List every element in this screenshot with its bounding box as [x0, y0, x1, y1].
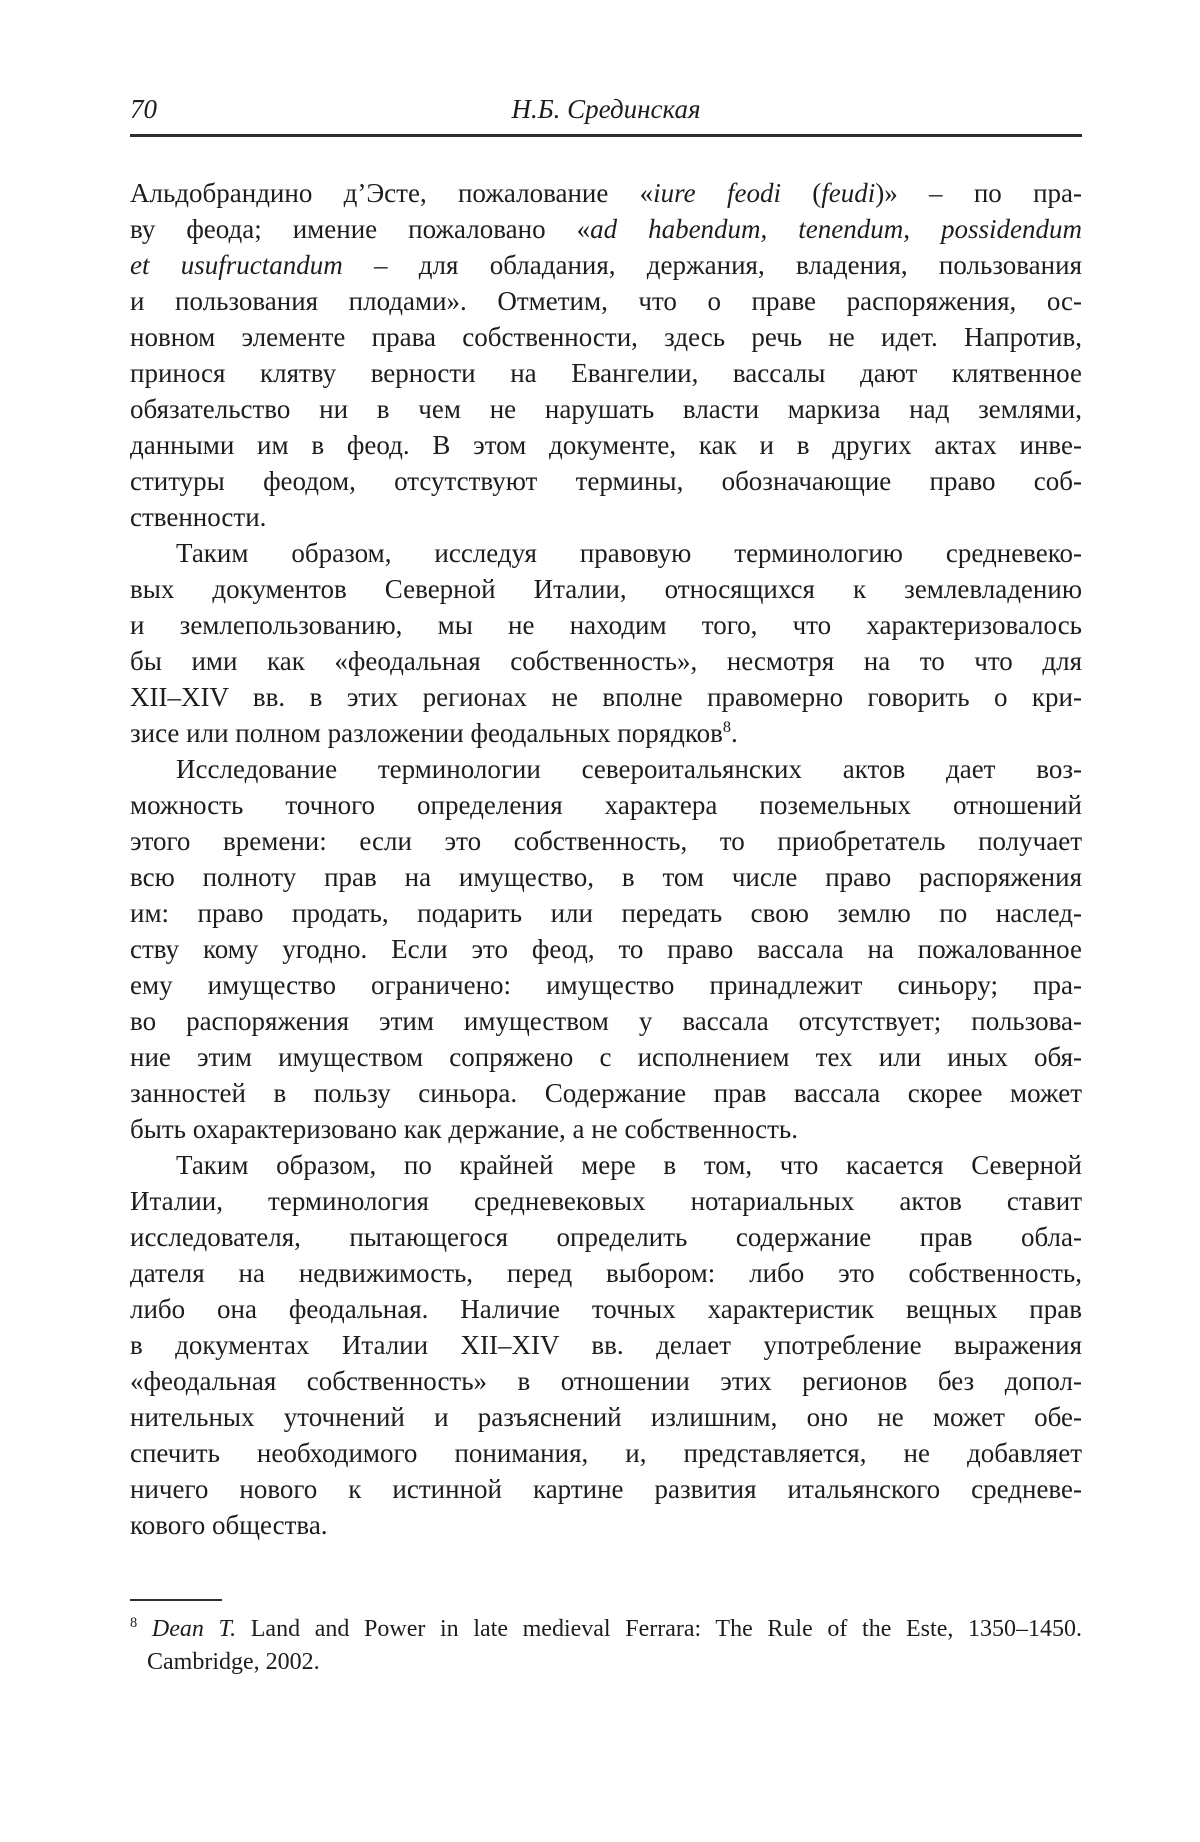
- text-run: feudi: [821, 178, 876, 208]
- text-run: ву феода; имение пожаловано «: [130, 214, 591, 244]
- text-run: и пользования плодами». Отметим, что о праве распоряжения, ос-: [130, 286, 1082, 316]
- text-run: 8: [722, 718, 731, 736]
- text-run: .: [730, 718, 738, 748]
- text-line: [130, 679, 1082, 715]
- text-line: [130, 535, 1082, 571]
- text-run: во распоряжения этим имуществом у вассала отсутствует; пользова-: [130, 1006, 1082, 1036]
- text-run: либо она феодальная. Наличие точных характеристик вещных прав: [130, 1294, 1082, 1324]
- text-line: [130, 319, 1082, 355]
- text-run: 8: [130, 1615, 138, 1631]
- text-line: [130, 607, 1082, 643]
- text-run: Италии, терминология средневековых нотариальных актов ставит: [130, 1186, 1082, 1216]
- text-run: бы ими как «феодальная собственность», несмотря на то что для: [130, 646, 1082, 676]
- text-run: новном элементе права собственности, здесь речь не идет. Напротив,: [130, 322, 1082, 352]
- text-run: спечить необходимого понимания, и, представляется, не добавляет: [130, 1438, 1082, 1468]
- text-line: [130, 427, 1082, 463]
- text-run: Исследование терминологии североитальянских актов дает воз-: [176, 754, 1082, 784]
- text-run: ему имущество ограничено: имущество принадлежит синьору; пра-: [130, 970, 1082, 1000]
- text-line: [130, 1291, 1082, 1327]
- text-line: [130, 1183, 1082, 1219]
- text-run: iure feodi: [653, 178, 781, 208]
- text-run: et usufructandum: [130, 250, 343, 280]
- text-line: [130, 499, 1082, 535]
- text-run: быть охарактеризовано как держание, а не собственность.: [130, 1114, 798, 1144]
- paragraph: [130, 751, 1082, 1147]
- text-line: [130, 751, 1082, 787]
- text-line: [130, 211, 1082, 247]
- text-line: [130, 1399, 1082, 1435]
- text-line: [130, 1075, 1082, 1111]
- text-run: [137, 1616, 152, 1642]
- page-number: 70: [130, 94, 157, 124]
- text-line: [130, 391, 1082, 427]
- text-line: [130, 1435, 1082, 1471]
- text-line: [130, 283, 1082, 319]
- text-run: (: [780, 178, 822, 208]
- text-run: обязательство ни в чем не нарушать власти маркиза над землями,: [130, 394, 1082, 424]
- text-run: ственности.: [130, 502, 267, 532]
- text-line: [130, 1003, 1082, 1039]
- text-run: ние этим имуществом сопряжено с исполнением тех или иных обя-: [130, 1042, 1082, 1072]
- text-run: ad habendum, tenendum, possidendum: [590, 214, 1083, 244]
- text-run: «феодальная собственность» в отношении этих регионов без допол-: [130, 1366, 1082, 1396]
- text-line: [130, 967, 1082, 1003]
- text-line: [130, 463, 1082, 499]
- text-run: Dean T.: [151, 1616, 237, 1642]
- text-run: им: право продать, подарить или передать свою землю по наслед-: [130, 898, 1082, 928]
- text-run: дателя на недвижимость, перед выбором: либо это собственность,: [130, 1258, 1082, 1288]
- text-run: ничего нового к истинной картине развития итальянского средневе-: [130, 1474, 1082, 1504]
- text-run: XII–XIV вв. в этих регионах не вполне правомерно говорить о кри-: [130, 682, 1082, 712]
- text-run: ству кому угодно. Если это феод, то право вассала на пожалованное: [130, 934, 1082, 964]
- text-line: [130, 1613, 1082, 1646]
- running-head: Н.Б. Срединская: [511, 94, 701, 124]
- text-line: [130, 1111, 1082, 1147]
- footnote-separator: [130, 1599, 222, 1601]
- text-run: всю полноту прав на имущество, в том числе право распоряжения: [130, 862, 1082, 892]
- text-run: исследователя, пытающегося определить содержание прав обла-: [130, 1222, 1082, 1252]
- paragraph: [130, 535, 1082, 751]
- paragraph: [130, 175, 1082, 535]
- text-run: этого времени: если это собственность, то приобретатель получает: [130, 826, 1082, 856]
- text-run: зисе или полном разложении феодальных порядков: [130, 718, 723, 748]
- text-run: в документах Италии XII–XIV вв. делает употребление выражения: [130, 1330, 1082, 1360]
- text-line: [130, 1039, 1082, 1075]
- text-line: [130, 895, 1082, 931]
- text-run: и землепользованию, мы не находим того, что характеризовалось: [130, 610, 1082, 640]
- text-line: [130, 571, 1082, 607]
- text-line: [130, 859, 1082, 895]
- text-line: [130, 1327, 1082, 1363]
- text-run: можность точного определения характера поземельных отношений: [130, 790, 1082, 820]
- text-line: [130, 787, 1082, 823]
- text-line: [130, 1147, 1082, 1183]
- text-run: данными им в феод. В этом документе, как и в других актах инве-: [130, 430, 1082, 460]
- text-run: ституры феодом, отсутствуют термины, обозначающие право соб-: [130, 466, 1082, 496]
- text-run: Land and Power in late medieval Ferrara: The Rule of the Este, 1350–1450.: [236, 1616, 1082, 1642]
- paragraph: [130, 1147, 1082, 1543]
- text-run: )» – по пра-: [875, 178, 1082, 208]
- text-line: [130, 931, 1082, 967]
- text-run: – для обладания, держания, владения, пользования: [342, 250, 1082, 280]
- footnote: [130, 1613, 1082, 1679]
- text-line: [130, 643, 1082, 679]
- text-line: [130, 247, 1082, 283]
- text-line: [130, 1363, 1082, 1399]
- text-run: Cambridge, 2002.: [147, 1649, 320, 1675]
- text-run: вых документов Северной Италии, относящихся к землевладению: [130, 574, 1082, 604]
- text-run: Таким образом, исследуя правовую терминологию средневеко-: [176, 538, 1082, 568]
- text-line: [130, 823, 1082, 859]
- text-line: [130, 1255, 1082, 1291]
- text-line: [130, 175, 1082, 211]
- text-line: [130, 715, 1082, 751]
- text-line: [130, 1219, 1082, 1255]
- text-run: принося клятву верности на Евангелии, вассалы дают клятвенное: [130, 358, 1082, 388]
- body-text: [130, 175, 1082, 1543]
- text-run: Альдобрандино д’Эсте, пожалование «: [130, 178, 654, 208]
- text-line: [130, 355, 1082, 391]
- text-line: [130, 1507, 1082, 1543]
- text-run: кового общества.: [130, 1510, 328, 1540]
- text-run: нительных уточнений и разъяснений излишним, оно не может обе-: [130, 1402, 1082, 1432]
- header-rule: [130, 134, 1082, 137]
- text-line: [130, 1646, 1082, 1679]
- text-run: занностей в пользу синьора. Содержание прав вассала скорее может: [130, 1078, 1082, 1108]
- text-line: [130, 1471, 1082, 1507]
- text-run: Таким образом, по крайней мере в том, что касается Северной: [176, 1150, 1082, 1180]
- page-header: [130, 92, 1082, 126]
